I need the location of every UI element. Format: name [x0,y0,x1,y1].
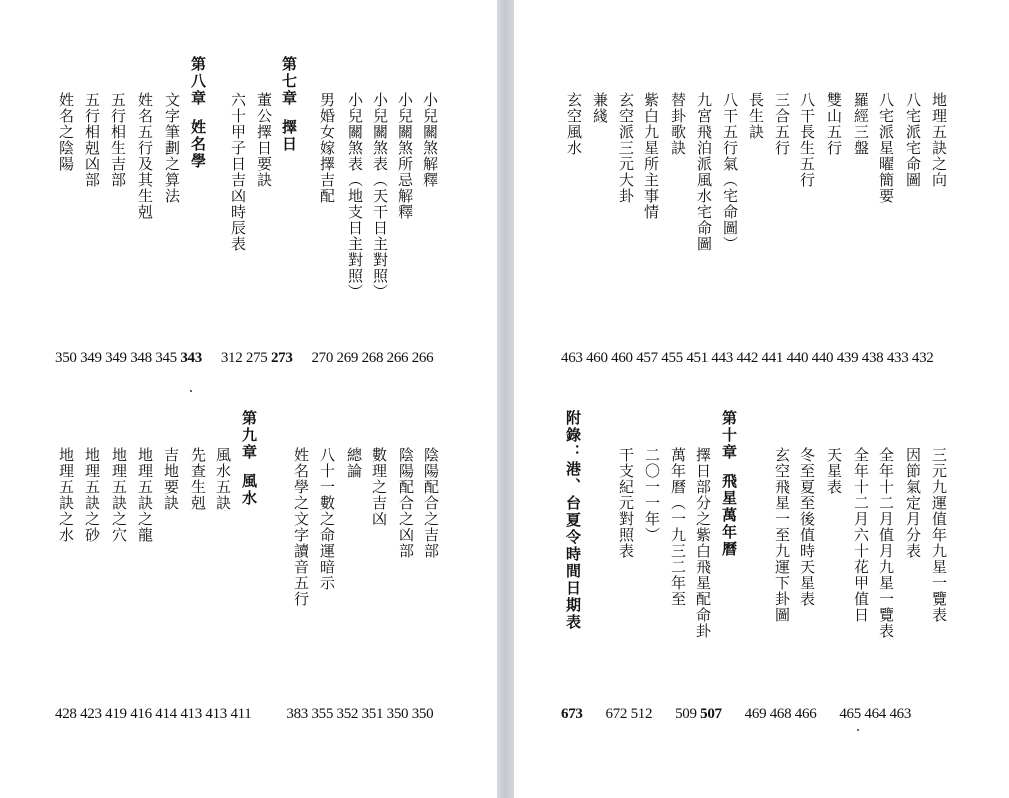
page-number: 466 [794,706,817,722]
page-number: 433 [886,350,909,366]
page-number: 465 [839,706,861,722]
page-number: 442 [736,350,759,366]
toc-entry: 文字筆劃之算法 [163,92,181,204]
toc-entry: 先查生剋 [189,447,207,511]
page-numbers-row [561,706,911,723]
page-number: 509 [675,706,697,722]
toc-entry: 二〇一一年） [643,447,661,543]
toc-entry: 長生訣 [747,92,765,140]
chapter-heading [187,56,209,170]
toc-entry: 兼綫 [591,92,609,124]
page-number: 312 [220,350,243,366]
page-number: 507 [700,706,722,722]
toc-entry: 小兒關煞解釋 [421,92,439,188]
page-number: 512 [630,706,653,722]
page-gutter [497,0,514,798]
page-number: 350 [411,706,434,722]
page-number: 438 [861,350,884,366]
page-number: 414 [155,706,177,722]
chapter-number: 第九章 [240,410,258,461]
toc-entry: 總論 [345,447,363,479]
page-number: 383 [286,706,308,722]
toc-entry: 數理之吉凶 [370,447,388,527]
toc-entry: 地理五訣之砂 [83,447,101,543]
chapter-heading [718,410,740,558]
speck [857,729,859,731]
page-number: 464 [864,706,886,722]
toc-entry: 陰陽配合之凶部 [397,447,415,559]
page-numbers-row [55,706,433,723]
page-number: 673 [561,706,583,722]
page-number: 432 [911,350,934,366]
toc-entry: 玄空飛星一至九運下卦圖 [773,447,791,623]
toc-entry: 因節氣定月分表 [904,447,922,559]
page-number: 266 [386,350,409,366]
page-number: 411 [230,706,252,722]
page-number: 460 [611,350,633,366]
page-number: 413 [180,706,202,722]
page-number: 423 [80,706,102,722]
toc-entry: 董公擇日要訣 [255,92,273,188]
toc-entry: 風水五訣 [214,447,232,511]
toc-entry: 地理五訣之向 [930,92,948,188]
toc-entry: 九宮飛泊派風水宅命圖 [695,92,713,252]
toc-entry: 全年十二月值月九星一覽表 [877,447,895,639]
page-numbers-row [55,350,433,367]
page-number: 419 [105,706,127,722]
page-number: 451 [686,350,708,366]
page-number: 441 [761,350,784,366]
toc-entry: 擇日部分之紫白飛星配命卦 [694,447,712,639]
page-number: 273 [270,350,293,366]
toc-entry: 全年十二月六十花甲值日 [852,447,870,623]
toc-entry: 姓名五行及其生剋 [136,92,154,220]
speck [190,390,192,392]
chapter-number: 第七章 [280,56,298,107]
page-number: 349 [105,350,127,366]
page-number: 463 [561,350,583,366]
chapter-title: 擇日 [280,119,298,153]
toc-entry: 八干五行氣（宅命圖） [721,92,739,252]
toc-entry: 玄空風水 [565,92,583,156]
chapter-heading [278,56,300,153]
appendix-heading: 附錄：港、台夏令時間日期表 [564,410,582,631]
page-number: 266 [411,350,434,366]
left-page [0,0,497,798]
toc-entry: 替卦歌訣 [669,92,687,156]
page-number: 275 [245,350,268,366]
toc-entry: 姓名之陰陽 [57,92,75,172]
page-number: 270 [311,350,334,366]
toc-entry: 三合五行 [773,92,791,156]
page-number: 345 [155,350,177,366]
page-number: 439 [836,350,859,366]
page-number: 440 [786,350,809,366]
toc-entry: 地理五訣之穴 [110,447,128,543]
toc-entry: 地理五訣之龍 [136,447,154,543]
toc-entry: 吉地要訣 [162,447,180,511]
page-number: 413 [205,706,227,722]
toc-entry: 紫白九星所主事情 [642,92,660,220]
page-number: 463 [889,706,912,722]
page-number: 455 [661,350,683,366]
toc-entry: 陰陽配合之吉部 [422,447,440,559]
toc-entry: 地理五訣之水 [57,447,75,543]
chapter-number: 第八章 [189,56,207,107]
page-number: 269 [336,350,359,366]
chapter-title: 風水 [240,473,258,507]
toc-entry: 小兒關煞所忌解釋 [396,92,414,220]
toc-entry: 八宅派宅命圖 [904,92,922,188]
page-number: 350 [386,706,409,722]
toc-entry: 五行相剋凶部 [83,92,101,188]
page-number: 672 [605,706,628,722]
page-number: 416 [130,706,152,722]
toc-entry: 五行相生吉部 [109,92,127,188]
page-number: 469 [744,706,767,722]
page-number: 428 [55,706,77,722]
chapter-title: 姓名學 [189,119,207,170]
chapter-number: 第十章 [720,410,738,461]
toc-entry: 八十一數之命運暗示 [318,447,336,591]
toc-entry: 天星表 [825,447,843,495]
toc-entry: 干支紀元對照表 [617,447,635,559]
page-number: 355 [311,706,334,722]
right-page [514,0,1009,798]
toc-entry: 小兒關煞表（地支日主對照） [346,92,364,300]
toc-entry: 雙山五行 [825,92,843,156]
toc-entry: 小兒關煞表（天干日主對照） [371,92,389,300]
toc-entry: 八宅派星曜簡要 [877,92,895,204]
page-number: 352 [336,706,359,722]
page-number: 457 [636,350,658,366]
toc-entry: 玄空派三元大卦 [617,92,635,204]
page-number: 443 [711,350,733,366]
page-numbers-row [561,350,933,367]
toc-entry: 男婚女嫁擇吉配 [318,92,336,204]
toc-entry: 羅經三盤 [852,92,870,156]
toc-entry: 萬年曆（一九三二年至 [669,447,687,607]
page-number: 440 [811,350,834,366]
page-number: 343 [180,350,202,366]
chapter-heading [238,410,260,507]
page-number: 468 [769,706,792,722]
page-number: 348 [130,350,152,366]
page-number: 350 [55,350,77,366]
page-number: 349 [80,350,102,366]
toc-entry: 姓名學之文字讀音五行 [292,447,310,607]
page-number: 268 [361,350,384,366]
toc-entry: 冬至夏至後值時天星表 [798,447,816,607]
toc-entry: 八干長生五行 [798,92,816,188]
page-number: 351 [361,706,384,722]
toc-entry: 三元九運值年九星一覽表 [930,447,948,623]
toc-entry: 六十甲子日吉凶時辰表 [229,92,247,252]
chapter-title: 飛星萬年曆 [720,473,738,558]
page-number: 460 [586,350,608,366]
